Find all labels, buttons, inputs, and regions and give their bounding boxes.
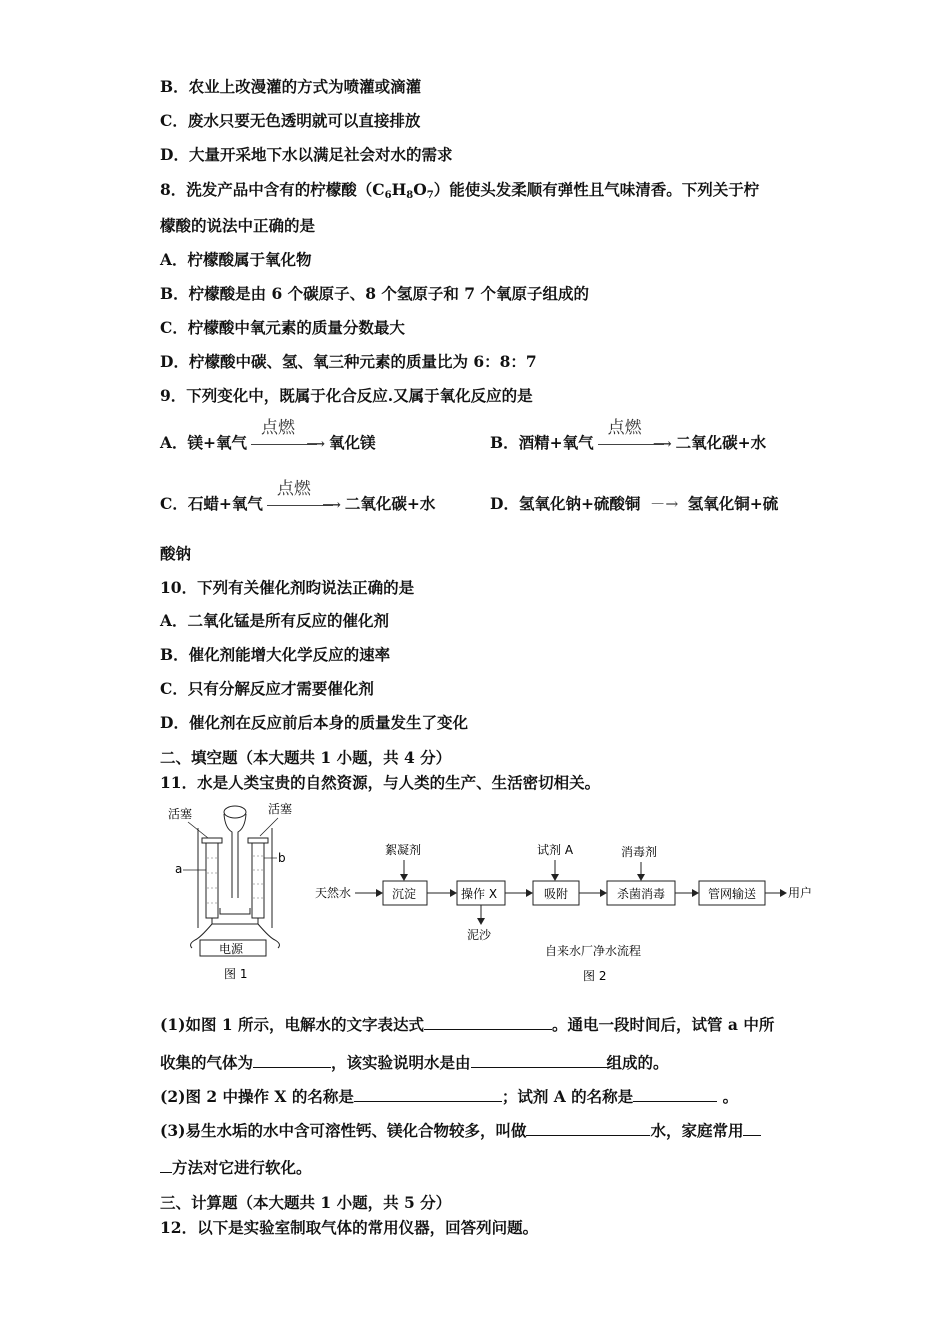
- stopcock-left-label: 活塞: [168, 807, 193, 821]
- q9-option-d: D．氢氧化钠+硫酸铜 －→ 氢氧化铜+硫: [490, 494, 779, 513]
- reagent-a-label: 试剂 A: [537, 843, 574, 857]
- q11-part3-line1: (3)易生水垢的水中含可溶性钙、镁化合物较多，叫做 水，家庭常用: [160, 1120, 761, 1141]
- user-label: 用户: [788, 886, 813, 900]
- q7-option-d: D．大量开采地下水以满足社会对水的需求: [160, 145, 453, 164]
- q11-part3-line2: 方法对它进行软化。: [160, 1157, 312, 1178]
- q10-option-d: D．催化剂在反应前后本身的质量发生了变化: [160, 713, 468, 732]
- q9-option-a: A．镁+氧气 点燃 ⟶ 氧化镁: [160, 418, 376, 452]
- answer-blank[interactable]: [743, 1120, 761, 1136]
- figure-2-purification-flow: [315, 838, 825, 988]
- box-operation-x: 操作 X: [461, 887, 498, 901]
- answer-blank[interactable]: [354, 1086, 502, 1102]
- q8-option-c: C．柠檬酸中氧元素的质量分数最大: [160, 318, 405, 337]
- answer-blank[interactable]: [526, 1120, 650, 1136]
- figure-1-electrolysis: [160, 798, 310, 988]
- q9-option-d-cont: 酸钠: [160, 544, 192, 563]
- sediment-label: 泥沙: [467, 928, 492, 942]
- section-3-heading: 三、计算题（本大题共 1 小题，共 5 分）: [160, 1193, 452, 1212]
- box-pipeline: 管网输送: [708, 887, 757, 901]
- reaction-arrow: 点燃 ⟶: [267, 495, 341, 515]
- reaction-arrow: 点燃 ⟶: [598, 434, 672, 454]
- q8-stem-line1: 8．洗发产品中含有的柠檬酸$(C_6H_8O_7)$能使头发柔顺有弹性且气味清香。下列关于柠: [160, 180, 760, 201]
- stopcock-right-label: 活塞: [268, 802, 293, 816]
- q11-part1-line1: (1)如图 1 所示，电解水的文字表达式 。通电一段时间后，试管 a 中所: [160, 1015, 775, 1034]
- reaction-arrow: 点燃 ⟶: [251, 434, 325, 454]
- q10-stem: 10．下列有关催化剂昀说法正确的是: [160, 578, 415, 597]
- answer-blank[interactable]: [471, 1052, 607, 1068]
- natural-water-label: 天然水: [315, 886, 352, 900]
- q9-stem: 9．下列变化中，既属于化合反应.又属于氧化反应的是: [160, 386, 533, 405]
- answer-blank[interactable]: [424, 1014, 552, 1030]
- q11-part1-line2: 收集的气体为 ，该实验说明水是由 组成的。: [160, 1053, 669, 1072]
- answer-blank[interactable]: [160, 1157, 172, 1173]
- disinfectant-label: 消毒剂: [621, 845, 658, 859]
- q10-option-b: B．催化剂能增大化学反应的速率: [160, 645, 391, 664]
- q7-option-c: C．废水只要无色透明就可以直接排放: [160, 111, 421, 130]
- q7-option-b: B．农业上改漫灌的方式为喷灌或滴灌: [160, 77, 422, 96]
- box-adsorption: 吸附: [544, 887, 569, 901]
- q8-option-d: D．柠檬酸中碳、氢、氧三种元素的质量比为 6：8：7: [160, 352, 537, 371]
- q9-option-c: C．石蜡+氧气 点燃 ⟶ 二氧化碳+水: [160, 479, 436, 513]
- power-source-label: 电源: [219, 942, 244, 956]
- flow-title: 自来水厂净水流程: [545, 944, 642, 958]
- box-sedimentation: 沉淀: [392, 887, 417, 901]
- q11-stem: 11．水是人类宝贵的自然资源，与人类的生产、生活密切相关。: [160, 773, 601, 792]
- q10-option-a: A．二氧化锰是所有反应的催化剂: [160, 611, 390, 630]
- answer-blank[interactable]: [253, 1052, 331, 1068]
- tube-a-label: a: [175, 862, 183, 876]
- flocculant-label: 絮凝剂: [385, 843, 422, 857]
- section-2-heading: 二、填空题（本大题共 1 小题，共 4 分）: [160, 748, 452, 767]
- figure-1-caption: 图 1: [224, 967, 248, 981]
- q9-option-b: B．酒精+氧气 点燃 ⟶ 二氧化碳+水: [490, 418, 767, 452]
- q12-stem: 12．以下是实验室制取气体的常用仪器，回答列问题。: [160, 1218, 539, 1237]
- q11-part2: (2)图 2 中操作 X 的名称是 ；试剂 A 的名称是 。: [160, 1087, 739, 1106]
- q8-option-a: A．柠檬酸属于氧化物: [160, 250, 312, 269]
- figure-2-caption: 图 2: [583, 969, 607, 983]
- box-disinfection: 杀菌消毒: [617, 887, 666, 901]
- q8-stem-line2: 檬酸的说法中正确的是: [160, 216, 316, 235]
- q10-option-c: C．只有分解反应才需要催化剂: [160, 679, 374, 698]
- answer-blank[interactable]: [633, 1086, 717, 1102]
- tube-b-label: b: [278, 851, 286, 865]
- q8-option-b: B．柠檬酸是由 6 个碳原子、8 个氢原子和 7 个氧原子组成的: [160, 284, 589, 303]
